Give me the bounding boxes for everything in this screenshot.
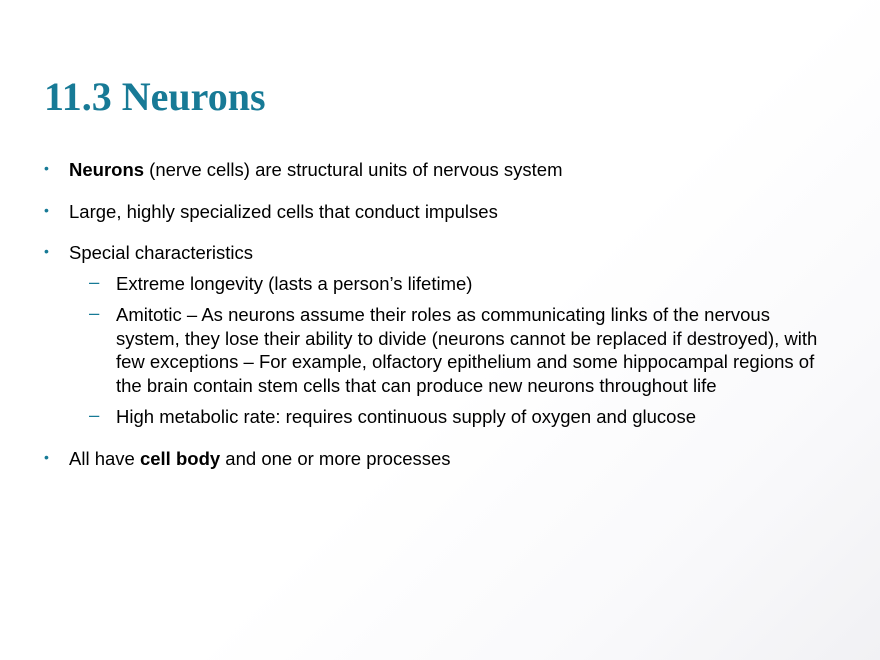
bullet-text: and one or more processes [220, 447, 451, 469]
bullet-icon: • [44, 201, 49, 218]
dash-icon: – [89, 404, 100, 425]
bullet-item [44, 241, 834, 429]
bullet-text: (nerve cells) are structural units of nervous system [144, 159, 563, 180]
bullet-text: Special characteristics [69, 242, 254, 263]
bullet-item [44, 158, 834, 182]
sub-bullet-text: High metabolic rate: requires continuous supply of oxygen and glucose [116, 406, 697, 427]
sub-bullet-item [69, 303, 834, 397]
bullet-item [44, 447, 834, 471]
bullet-item [44, 200, 834, 224]
bullet-icon: • [44, 160, 49, 176]
sub-bullet-item [69, 272, 834, 296]
bullet-icon: • [44, 243, 49, 259]
bullet-bold-text: Neurons [69, 159, 145, 180]
bullet-list [44, 158, 834, 488]
bullet-bold-text: cell body [139, 447, 221, 469]
dash-icon: – [89, 302, 100, 323]
sub-bullet-text: Extreme longevity (lasts a person’s lifetime) [116, 272, 473, 294]
sub-bullet-item [69, 405, 834, 429]
dash-icon: – [89, 270, 100, 292]
bullet-pre-text: All have [69, 447, 140, 469]
bullet-text: Large, highly specialized cells that conduct impulses [69, 200, 498, 222]
sub-bullet-list [69, 272, 834, 429]
slide-title: 11.3 Neurons [44, 74, 266, 119]
sub-bullet-text: Amitotic – As neurons assume their roles as communicating links of the nervous system, they lose their ability to divide (neurons cannot be replaced if destroyed), with few exceptions – For example, olfactory epithelium and some hippocampal regions of the brain contain stem cells that can produce new neurons throughout life [116, 304, 818, 396]
bullet-icon: • [44, 448, 49, 465]
